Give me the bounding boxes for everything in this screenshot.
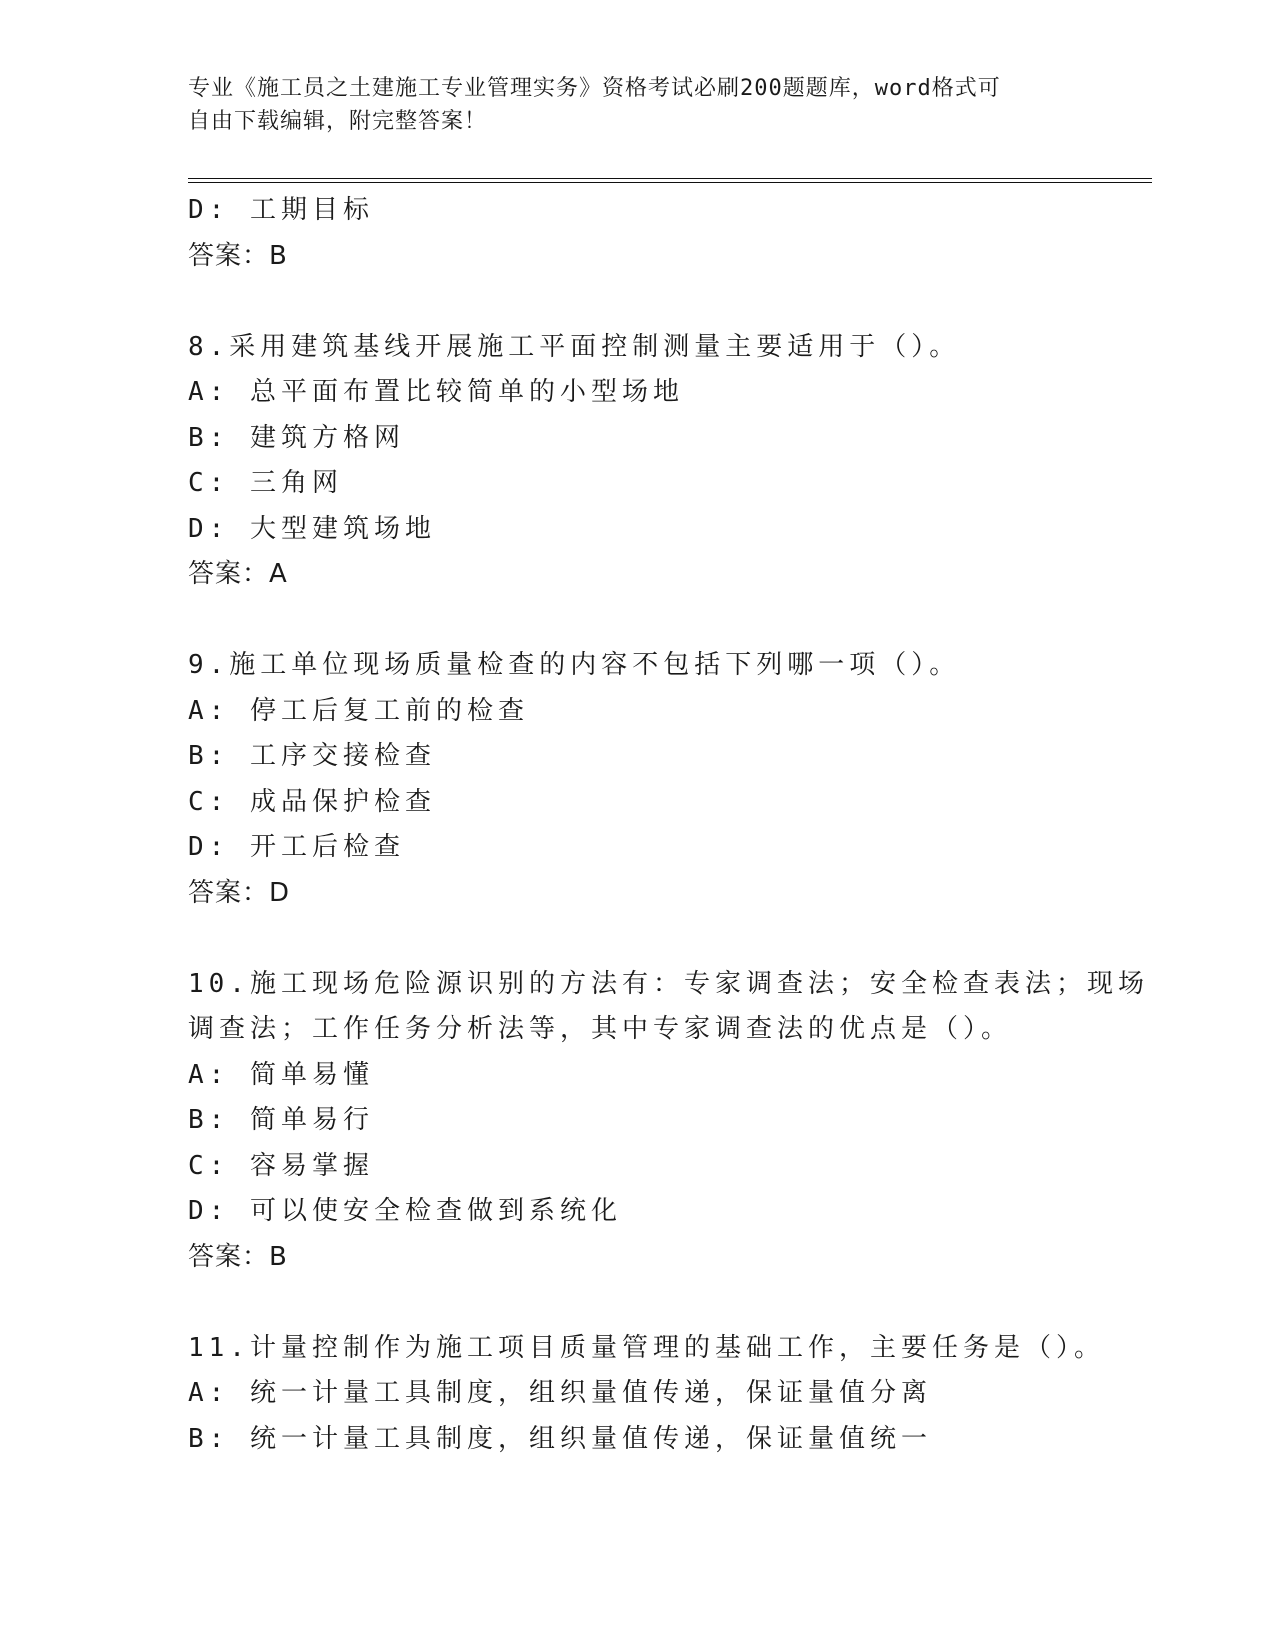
- answer: 答案：B: [188, 240, 288, 271]
- header-line-1: 专业《施工员之土建施工专业管理实务》资格考试必刷200题题库，word格式可: [188, 76, 1001, 101]
- option-c: C: 容易掌握: [188, 1150, 374, 1181]
- document-header: [188, 72, 1068, 138]
- answer: 答案：B: [188, 1241, 288, 1272]
- question-stem: 8.采用建筑基线开展施工平面控制测量主要适用于（）。: [188, 331, 961, 362]
- answer: 答案：A: [188, 559, 288, 589]
- option-b: B: 建筑方格网: [188, 422, 405, 453]
- option-d: D: 可以使安全检查做到系统化: [188, 1196, 622, 1226]
- question-stem: 11.计量控制作为施工项目质量管理的基础工作，主要任务是（）。: [188, 1332, 1105, 1363]
- header-line-2: 自由下载编辑，附完整答案！: [188, 109, 488, 134]
- option-a: A: 统一计量工具制度，组织量值传递，保证量值分离: [188, 1378, 932, 1408]
- option-a: A: 停工后复工前的检查: [188, 695, 529, 726]
- option-b: B: 统一计量工具制度，组织量值传递，保证量值统一: [188, 1423, 932, 1454]
- answer: 答案：D: [188, 877, 291, 908]
- option-d: D: 工期目标: [188, 195, 374, 225]
- spacer: [188, 279, 1138, 325]
- spacer: [188, 598, 1138, 644]
- question-8: [188, 325, 1138, 598]
- spacer: [188, 916, 1138, 962]
- option-c: C: 三角网: [188, 468, 343, 498]
- option-d: D: 开工后检查: [188, 832, 405, 862]
- question-stem: 9.施工单位现场质量检查的内容不包括下列哪一项（）。: [188, 650, 961, 680]
- spacer: [188, 1280, 1138, 1326]
- option-c: C: 成品保护检查: [188, 786, 436, 817]
- question-10: [188, 962, 1149, 1281]
- question-11: [188, 1326, 1138, 1463]
- header-divider-bottom: [188, 182, 1152, 183]
- header-divider-top: [188, 178, 1152, 179]
- option-a: A: 简单易懂: [188, 1059, 374, 1090]
- question-9: [188, 643, 1138, 916]
- document-body: [188, 188, 1149, 1462]
- question-7-tail: [188, 188, 1138, 279]
- question-stem-line-1: 10.施工现场危险源识别的方法有：专家调查法；安全检查表法；现场: [188, 968, 1149, 999]
- option-d: D: 大型建筑场地: [188, 513, 436, 544]
- option-b: B: 简单易行: [188, 1105, 374, 1135]
- option-b: B: 工序交接检查: [188, 741, 436, 771]
- option-a: A: 总平面布置比较简单的小型场地: [188, 377, 684, 407]
- question-stem-line-2: 调查法；工作任务分析法等，其中专家调查法的优点是（）。: [188, 1014, 1013, 1044]
